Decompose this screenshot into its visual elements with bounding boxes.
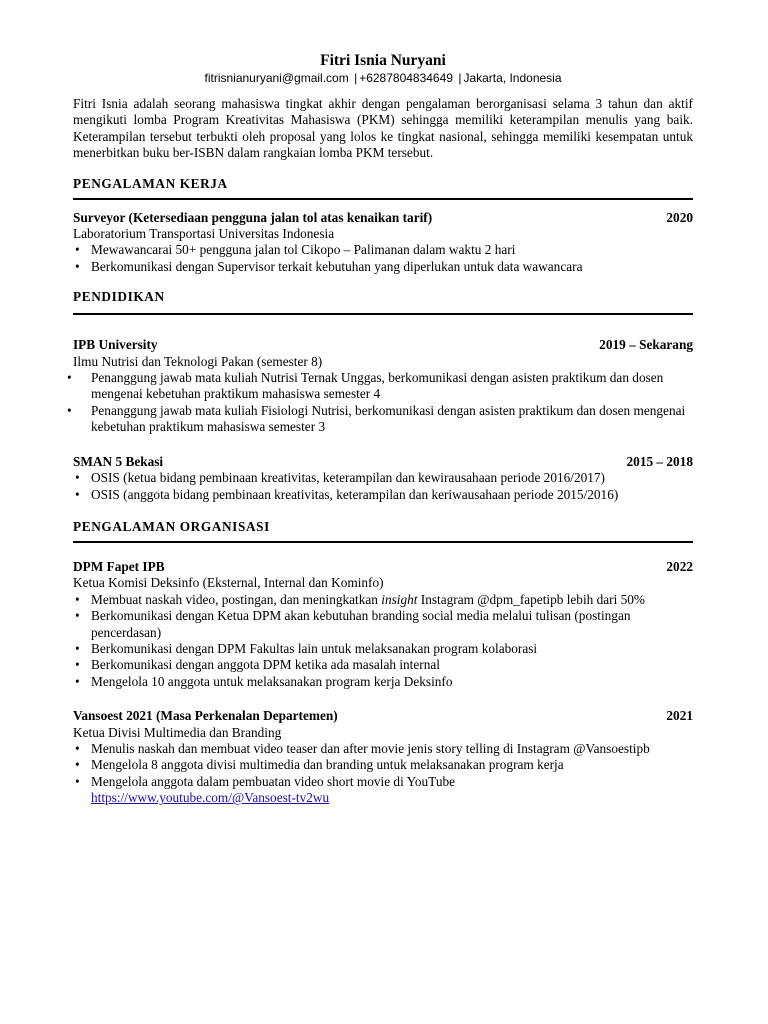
list-item: • Penanggung jawab mata kuliah Nutrisi Ternak Unggas, berkomunikasi dengan asisten praktikum dan dosen mengenai kebetuhan praktikum mahasiswa semester 4: [73, 370, 693, 403]
youtube-link[interactable]: https://www.youtube.com/@Vansoest-tv2wu: [91, 790, 330, 806]
job-year: 2020: [666, 209, 693, 225]
list-item: • Mengelola 10 anggota untuk melaksanakan program kerja Deksinfo: [73, 674, 693, 690]
resume-page: [73, 52, 693, 807]
section-divider: [73, 198, 693, 200]
organization-year: 2022: [666, 558, 693, 574]
bullet-text: Membuat naskah video, postingan, dan meningkatkan: [91, 591, 382, 607]
list-item: • Penanggung jawab mata kuliah Fisiologi Nutrisi, berkomunikasi dengan asisten praktikum dan dosen mengenai kebetuhan praktikum mahasiswa semester 3: [73, 403, 693, 436]
entry-header: [73, 559, 693, 575]
italic-text: insight: [381, 591, 418, 607]
school-period: 2015 – 2018: [626, 453, 693, 469]
list-item: • Berkomunikasi dengan Supervisor terkait kebutuhan yang diperlukan untuk data wawancara: [73, 259, 693, 275]
bullet-text: Mengelola anggota dalam pembuatan video short movie di YouTube: [91, 773, 456, 789]
section-divider: [73, 541, 693, 543]
organization-section: [73, 519, 693, 807]
organization-entry: [73, 559, 693, 690]
separator: |: [458, 71, 462, 85]
candidate-name: Fitri Isnia Nuryani: [320, 52, 446, 69]
entry-header: [73, 708, 693, 724]
organization-role: Ketua Divisi Multimedia dan Branding: [73, 724, 282, 740]
entry-header: [73, 454, 693, 470]
list-item: • Berkomunikasi dengan Ketua DPM akan kebutuhan branding social media melalui tulisan (postingan pencerdasan): [73, 608, 693, 641]
education-entry: [73, 337, 693, 435]
school-name: SMAN 5 Bekasi: [73, 453, 164, 469]
entry-header: [73, 337, 693, 353]
list-item: [73, 774, 693, 807]
employer: Laboratorium Transportasi Universitas Indonesia: [73, 226, 335, 242]
entry-header: [73, 210, 693, 226]
bullet-text: Instagram @dpm_fapetipb lebih dari 50%: [417, 591, 645, 607]
separator: |: [354, 71, 358, 85]
list-item: • Menulis naskah dan membuat video teaser dan after movie jenis story telling di Instagram @Vansoestipb: [73, 741, 693, 757]
bullet-list: [73, 470, 693, 503]
school-period: 2019 – Sekarang: [599, 337, 693, 353]
bullet-list: [73, 370, 693, 436]
section-title-work: PENGALAMAN KERJA: [73, 175, 228, 191]
profile-summary: Fitri Isnia adalah seorang mahasiswa tingkat akhir dengan pengalaman berorganisasi selama 3 tahun dan aktif mengikuti lomba Program Kreativitas Mahasiswa (PKM) sehingga memiliki keterampilan menulis yang baik. Keterampilan tersebut terbukti oleh proposal yang lolos ke tingkat nasional, sehingga memiliki kesempatan untuk menerbitkan buku ber-ISBN dalam rangkaian lomba PKM tersebut.: [73, 96, 693, 161]
job-title: Surveyor (Ketersediaan pengguna jalan tol atas kenaikan tarif): [73, 209, 433, 225]
list-item: • OSIS (ketua bidang pembinaan kreativitas, keterampilan dan kewirausahaan periode 2016/2017): [73, 470, 693, 486]
organization-year: 2021: [666, 708, 693, 724]
bullet-list: [73, 242, 693, 275]
list-item: • Berkomunikasi dengan DPM Fakultas lain untuk melaksanakan program kolaborasi: [73, 641, 693, 657]
location-text: Jakarta, Indonesia: [463, 71, 562, 85]
organization-entry: [73, 708, 693, 806]
organization-name: DPM Fapet IPB: [73, 558, 165, 574]
section-title-education: PENDIDIKAN: [73, 289, 165, 305]
email-text: fitrisnianuryani@gmail.com: [204, 71, 349, 85]
section-title-organization: PENGALAMAN ORGANISASI: [73, 518, 270, 534]
list-item: • OSIS (anggota bidang pembinaan kreativitas, keterampilan dan keriwausahaan periode 2015/2016): [73, 487, 693, 503]
bullet-list: [73, 741, 693, 807]
education-section: [73, 289, 693, 503]
contact-line: [73, 70, 693, 86]
organization-name: Vansoest 2021 (Masa Perkenalan Departemen): [73, 708, 338, 724]
school-name: IPB University: [73, 337, 158, 353]
work-entry: [73, 210, 693, 276]
education-entry: [73, 454, 693, 503]
major: Ilmu Nutrisi dan Teknologi Pakan (semester 8): [73, 353, 323, 369]
list-item: [73, 592, 693, 608]
list-item: • Mewawancarai 50+ pengguna jalan tol Cikopo – Palimanan dalam waktu 2 hari: [73, 242, 693, 258]
work-section: [73, 176, 693, 276]
list-item: • Berkomunikasi dengan anggota DPM ketika ada masalah internal: [73, 657, 693, 673]
organization-role: Ketua Komisi Deksinfo (Eksternal, Internal dan Kominfo): [73, 575, 384, 591]
section-divider: [73, 313, 693, 315]
list-item: • Mengelola 8 anggota divisi multimedia dan branding untuk melaksanakan program kerja: [73, 757, 693, 773]
bullet-list: [73, 592, 693, 690]
phone-text: +6287804834649: [359, 71, 453, 85]
